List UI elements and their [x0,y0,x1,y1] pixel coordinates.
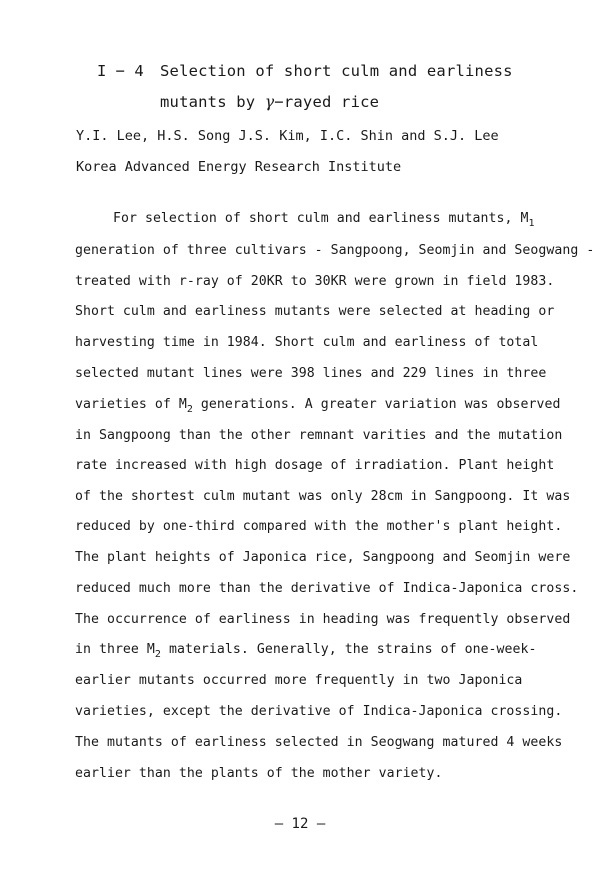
abstract-line: of the shortest culm mutant was only 28cm in Sangpoong. It was [75,489,571,504]
abstract-line: reduced by one-third compared with the mother's plant height. [75,519,563,534]
subscript: 1 [528,218,535,229]
page-number: — 12 — [274,816,326,832]
abstract-line: treated with r-ray of 20KR to 30KR were grown in field 1983. [75,274,555,289]
abstract-line: earlier than the plants of the mother variety. [75,766,443,781]
institute-name: Korea Advanced Energy Research Institute [76,159,402,175]
abstract-line: in Sangpoong than the other remnant varities and the mutation [75,428,563,443]
abstract-line: generation of three cultivars - Sangpoong, Seomjin and Seogwang - [75,243,595,258]
subscript: 2 [186,404,193,415]
abstract-line: The occurrence of earliness in heading was frequently observed [75,612,571,627]
abstract-line: rate increased with high dosage of irradiation. Plant height [75,458,555,473]
abstract-line: varieties, except the derivative of Indica-Japonica crossing. [75,704,563,719]
abstract-line: varieties of $M_2$ generations. A greater variation was observed [75,397,561,415]
title-line-1: Selection of short culm and earliness [160,62,513,80]
title-line-2-suffix: −rayed rice [274,93,380,111]
abstract-line: harvesting time in 1984. Short culm and earliness of total [75,335,539,350]
title-line-2-prefix: mutants by [160,93,265,111]
subscript: 2 [154,649,161,660]
section-number: I − 4 [97,62,144,80]
abstract-line: The plant heights of Japonica rice, Sangpoong and Seomjin were [75,550,571,565]
gamma-symbol: γ [264,93,275,111]
abstract-line: in three $M_2$ materials. Generally, the strains of one-week- [75,642,537,660]
author-list: Y.I. Lee, H.S. Song J.S. Kim, I.C. Shin and S.J. Lee [76,128,499,144]
abstract-line: reduced much more than the derivative of Indica-Japonica cross. [75,581,579,596]
abstract-line: The mutants of earliness selected in Seogwang matured 4 weeks [75,735,563,750]
abstract-line: Short culm and earliness mutants were selected at heading or [75,304,555,319]
title-line-2 [160,93,379,111]
abstract-line: For selection of short culm and earliness mutants, $M_1$ [113,211,535,229]
abstract-line: selected mutant lines were 398 lines and 229 lines in three [75,366,547,381]
abstract-line: earlier mutants occurred more frequently in two Japonica [75,673,523,688]
